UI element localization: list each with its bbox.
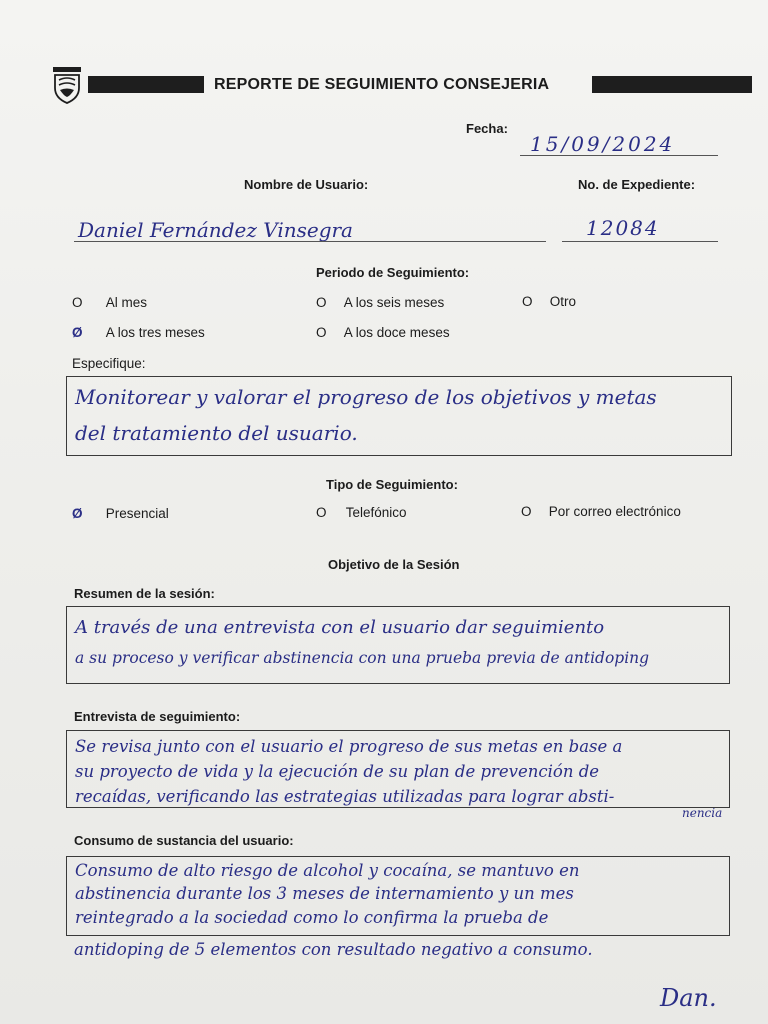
institution-logo-icon: [52, 66, 82, 104]
especifique-line-2: del tratamiento del usuario.: [75, 421, 358, 445]
periodo-option-doce-meses[interactable]: [316, 325, 450, 340]
resumen-box[interactable]: [66, 606, 730, 684]
periodo-option-otro[interactable]: [522, 294, 576, 309]
consumo-line-2: abstinencia durante los 3 meses de internamiento y un mes: [75, 884, 574, 903]
tipo-option-label: Por correo electrónico: [548, 504, 681, 519]
consumo-line-1: Consumo de alto riesgo de alcohol y cocaína, se mantuvo en: [75, 861, 580, 880]
header-bar-right: [592, 76, 752, 93]
usuario-line: [74, 241, 546, 242]
entrevista-line-2: su proyecto de vida y la ejecución de su plan de prevención de: [75, 762, 600, 781]
fecha-line: [520, 155, 718, 156]
tipo-option-label: Telefónico: [345, 505, 407, 520]
entrevista-label: Entrevista de seguimiento:: [74, 709, 241, 724]
expediente-line: [562, 241, 718, 242]
consumo-line-4: antidoping de 5 elementos con resultado negativo a consumo.: [74, 940, 593, 959]
tipo-option-telefonico[interactable]: [316, 505, 407, 520]
tipo-option-presencial[interactable]: [72, 506, 169, 521]
entrevista-line-4: nencia: [682, 806, 723, 820]
consumo-line-3: reintegrado a la sociedad como lo confirma la prueba de: [75, 908, 549, 927]
periodo-option-al-mes[interactable]: [72, 295, 147, 310]
especifique-box[interactable]: [66, 376, 732, 456]
usuario-label: Nombre de Usuario:: [244, 177, 369, 192]
entrevista-line-1: Se revisa junto con el usuario el progreso de sus metas en base a: [75, 737, 623, 756]
radio-circle-icon: O: [72, 295, 83, 310]
entrevista-box[interactable]: [66, 730, 730, 808]
objetivo-title: Objetivo de la Sesión: [328, 557, 460, 572]
resumen-label: Resumen de la sesión:: [74, 586, 215, 601]
periodo-option-label: A los seis meses: [343, 295, 445, 310]
consumo-label: Consumo de sustancia del usuario:: [74, 833, 294, 848]
header-bar-left: [88, 76, 204, 93]
radio-circle-icon: O: [316, 325, 327, 340]
entrevista-line-3: recaídas, verificando las estrategias utilizadas para lograr absti-: [75, 787, 615, 806]
periodo-title: Periodo de Seguimiento:: [316, 265, 470, 280]
usuario-value: Daniel Fernández Vinsegra: [78, 218, 353, 242]
radio-checked-icon: Ø: [72, 325, 83, 340]
periodo-option-label: A los doce meses: [343, 325, 450, 340]
periodo-option-label: Otro: [549, 294, 577, 309]
periodo-option-tres-meses[interactable]: [72, 325, 205, 340]
especifique-line-1: Monitorear y valorar el progreso de los objetivos y metas: [75, 385, 657, 409]
radio-circle-icon: O: [316, 505, 327, 520]
signature: Dan.: [660, 984, 717, 1012]
report-title: REPORTE DE SEGUIMIENTO CONSEJERIA: [214, 76, 550, 93]
consumo-box[interactable]: [66, 856, 730, 936]
fecha-label: Fecha:: [466, 121, 508, 136]
periodo-option-label: Al mes: [105, 295, 148, 310]
tipo-option-label: Presencial: [105, 506, 169, 521]
radio-circle-icon: O: [522, 294, 533, 309]
radio-circle-icon: O: [521, 504, 532, 519]
expediente-value: 12084: [586, 216, 660, 240]
periodo-option-label: A los tres meses: [105, 325, 205, 340]
tipo-option-correo[interactable]: [521, 504, 681, 519]
radio-circle-icon: O: [316, 295, 327, 310]
tipo-title: Tipo de Seguimiento:: [326, 477, 458, 492]
resumen-line-2: a su proceso y verificar abstinencia con una prueba previa de antidoping: [75, 649, 650, 667]
expediente-label: No. de Expediente:: [578, 177, 696, 192]
especifique-label: Especifique:: [72, 356, 146, 371]
resumen-line-1: A través de una entrevista con el usuario dar seguimiento: [75, 617, 605, 638]
radio-checked-icon: Ø: [72, 506, 83, 521]
fecha-value: 15/09/2024: [530, 132, 676, 156]
periodo-option-seis-meses[interactable]: [316, 295, 444, 310]
